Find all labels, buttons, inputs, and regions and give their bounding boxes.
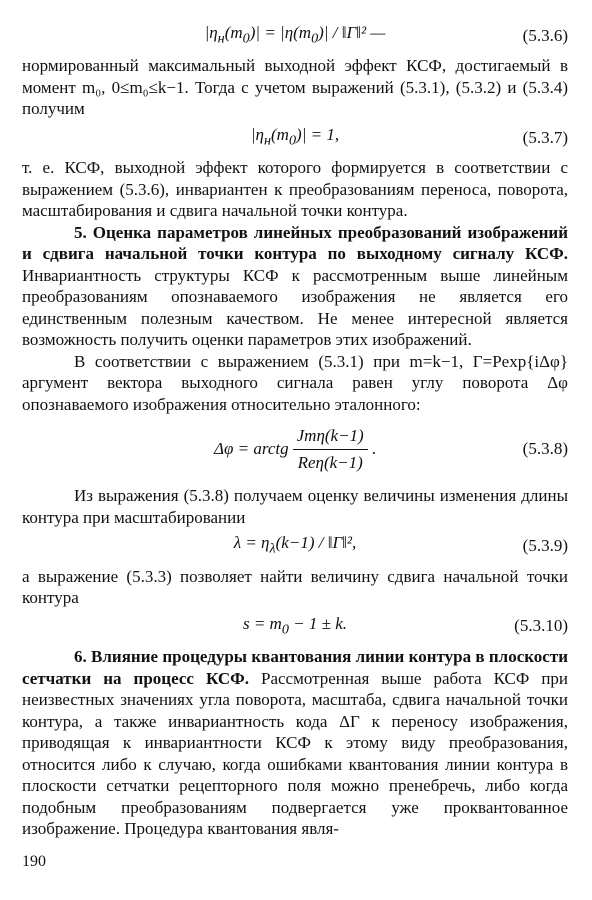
equation-formula: $\lambda = \eta_\lambda(k-1)$ / ‖Γ‖²,	[233, 533, 357, 557]
fraction-numerator: Jmη(k−1)	[293, 425, 368, 450]
section-5-heading: 5. Оценка параметров линейных преобразований изображений и сдвига начальной точки контура по выходному сигналу КСФ.	[22, 222, 568, 264]
section-6-heading: 6. Влияние процедуры квантования линии контура в плоскости сетчатки на процесс КСФ.	[22, 647, 568, 688]
equation-number: (5.3.10)	[514, 616, 568, 636]
section-5-text: Инвариантность структуры КСФ к рассмотренным выше линейным преобразованиям опознаваемого изображения не является его единственным полезным качеством. Не менее интересной является возможность получить оценки параметров этих изображений.	[22, 265, 568, 350]
equation-formula: $|\eta_н(m_0)| = 1$,	[250, 124, 340, 149]
fraction-denominator: Reη(k−1)	[297, 452, 363, 472]
section-6-text: Рассмотренная выше работа КСФ при неизвестных значениях угла поворота, масштаба, сдвига начальной точки контура, а также инвариантность кода ΔΓ к переносу изображения, приводящая к инвариантности КСФ к этому виду преобразования, относится либо к случаю, когда ошибками квантования линии контура в плоскости сетчатки рецепторного поля можно пренебречь, либо когда подобным преобразованиям подвергается уже проквантованное изображение. Процедура квантования явля-	[22, 668, 569, 839]
section-6-paragraph	[22, 646, 568, 840]
equation-5-3-7	[22, 124, 568, 151]
equation-tail: .	[371, 439, 376, 459]
equation-number: (5.3.7)	[522, 127, 568, 147]
equation-fraction	[293, 425, 368, 474]
paragraph-invariance: т. е. КСФ, выходной эффект которого формируется в соответствии с выражением (5.3.6), инвариантен к преобразованиям переноса, поворота, масштабирования и сдвига начальной точки контура.	[22, 158, 568, 221]
equation-5-3-8	[22, 419, 568, 479]
paragraph-scale-estimate: Из выражения (5.3.8) получаем оценку величины изменения длины контура при масштабировании	[22, 486, 568, 527]
equation-lhs: Δφ = arctg	[214, 439, 289, 459]
equation-number: (5.3.9)	[522, 535, 568, 555]
paragraph-rotation-angle: В соответствии с выражением (5.3.1) при m=k−1, Γ=Pexp{iΔφ} аргумент вектора выходного сигнала равен углу поворота Δφ опознаваемого изображения относительно эталонного:	[22, 351, 568, 414]
equation-5-3-6	[22, 22, 568, 49]
equation-formula: $|\eta_н(m_0)| = |\eta(m_0)|$ / ‖Γ‖² —	[204, 23, 386, 47]
section-5-paragraph	[22, 222, 568, 351]
equation-formula: $s = m_0 - 1 \pm k$.	[242, 613, 348, 638]
equation-5-3-10	[22, 613, 568, 640]
equation-number: (5.3.8)	[522, 439, 568, 459]
equation-5-3-9	[22, 532, 568, 559]
paragraph-normalized-effect: нормированный максимальный выходной эффект КСФ, достигаемый в момент m₀, 0≤m₀≤k−1. Тогда с учетом выражений (5.3.1), (5.3.2) и (5.3.4) получим	[22, 56, 568, 119]
equation-number: (5.3.6)	[522, 25, 568, 45]
page-number: 190	[22, 853, 46, 870]
paragraph-shift: а выражение (5.3.3) позволяет найти величину сдвига начальной точки контура	[22, 566, 568, 608]
